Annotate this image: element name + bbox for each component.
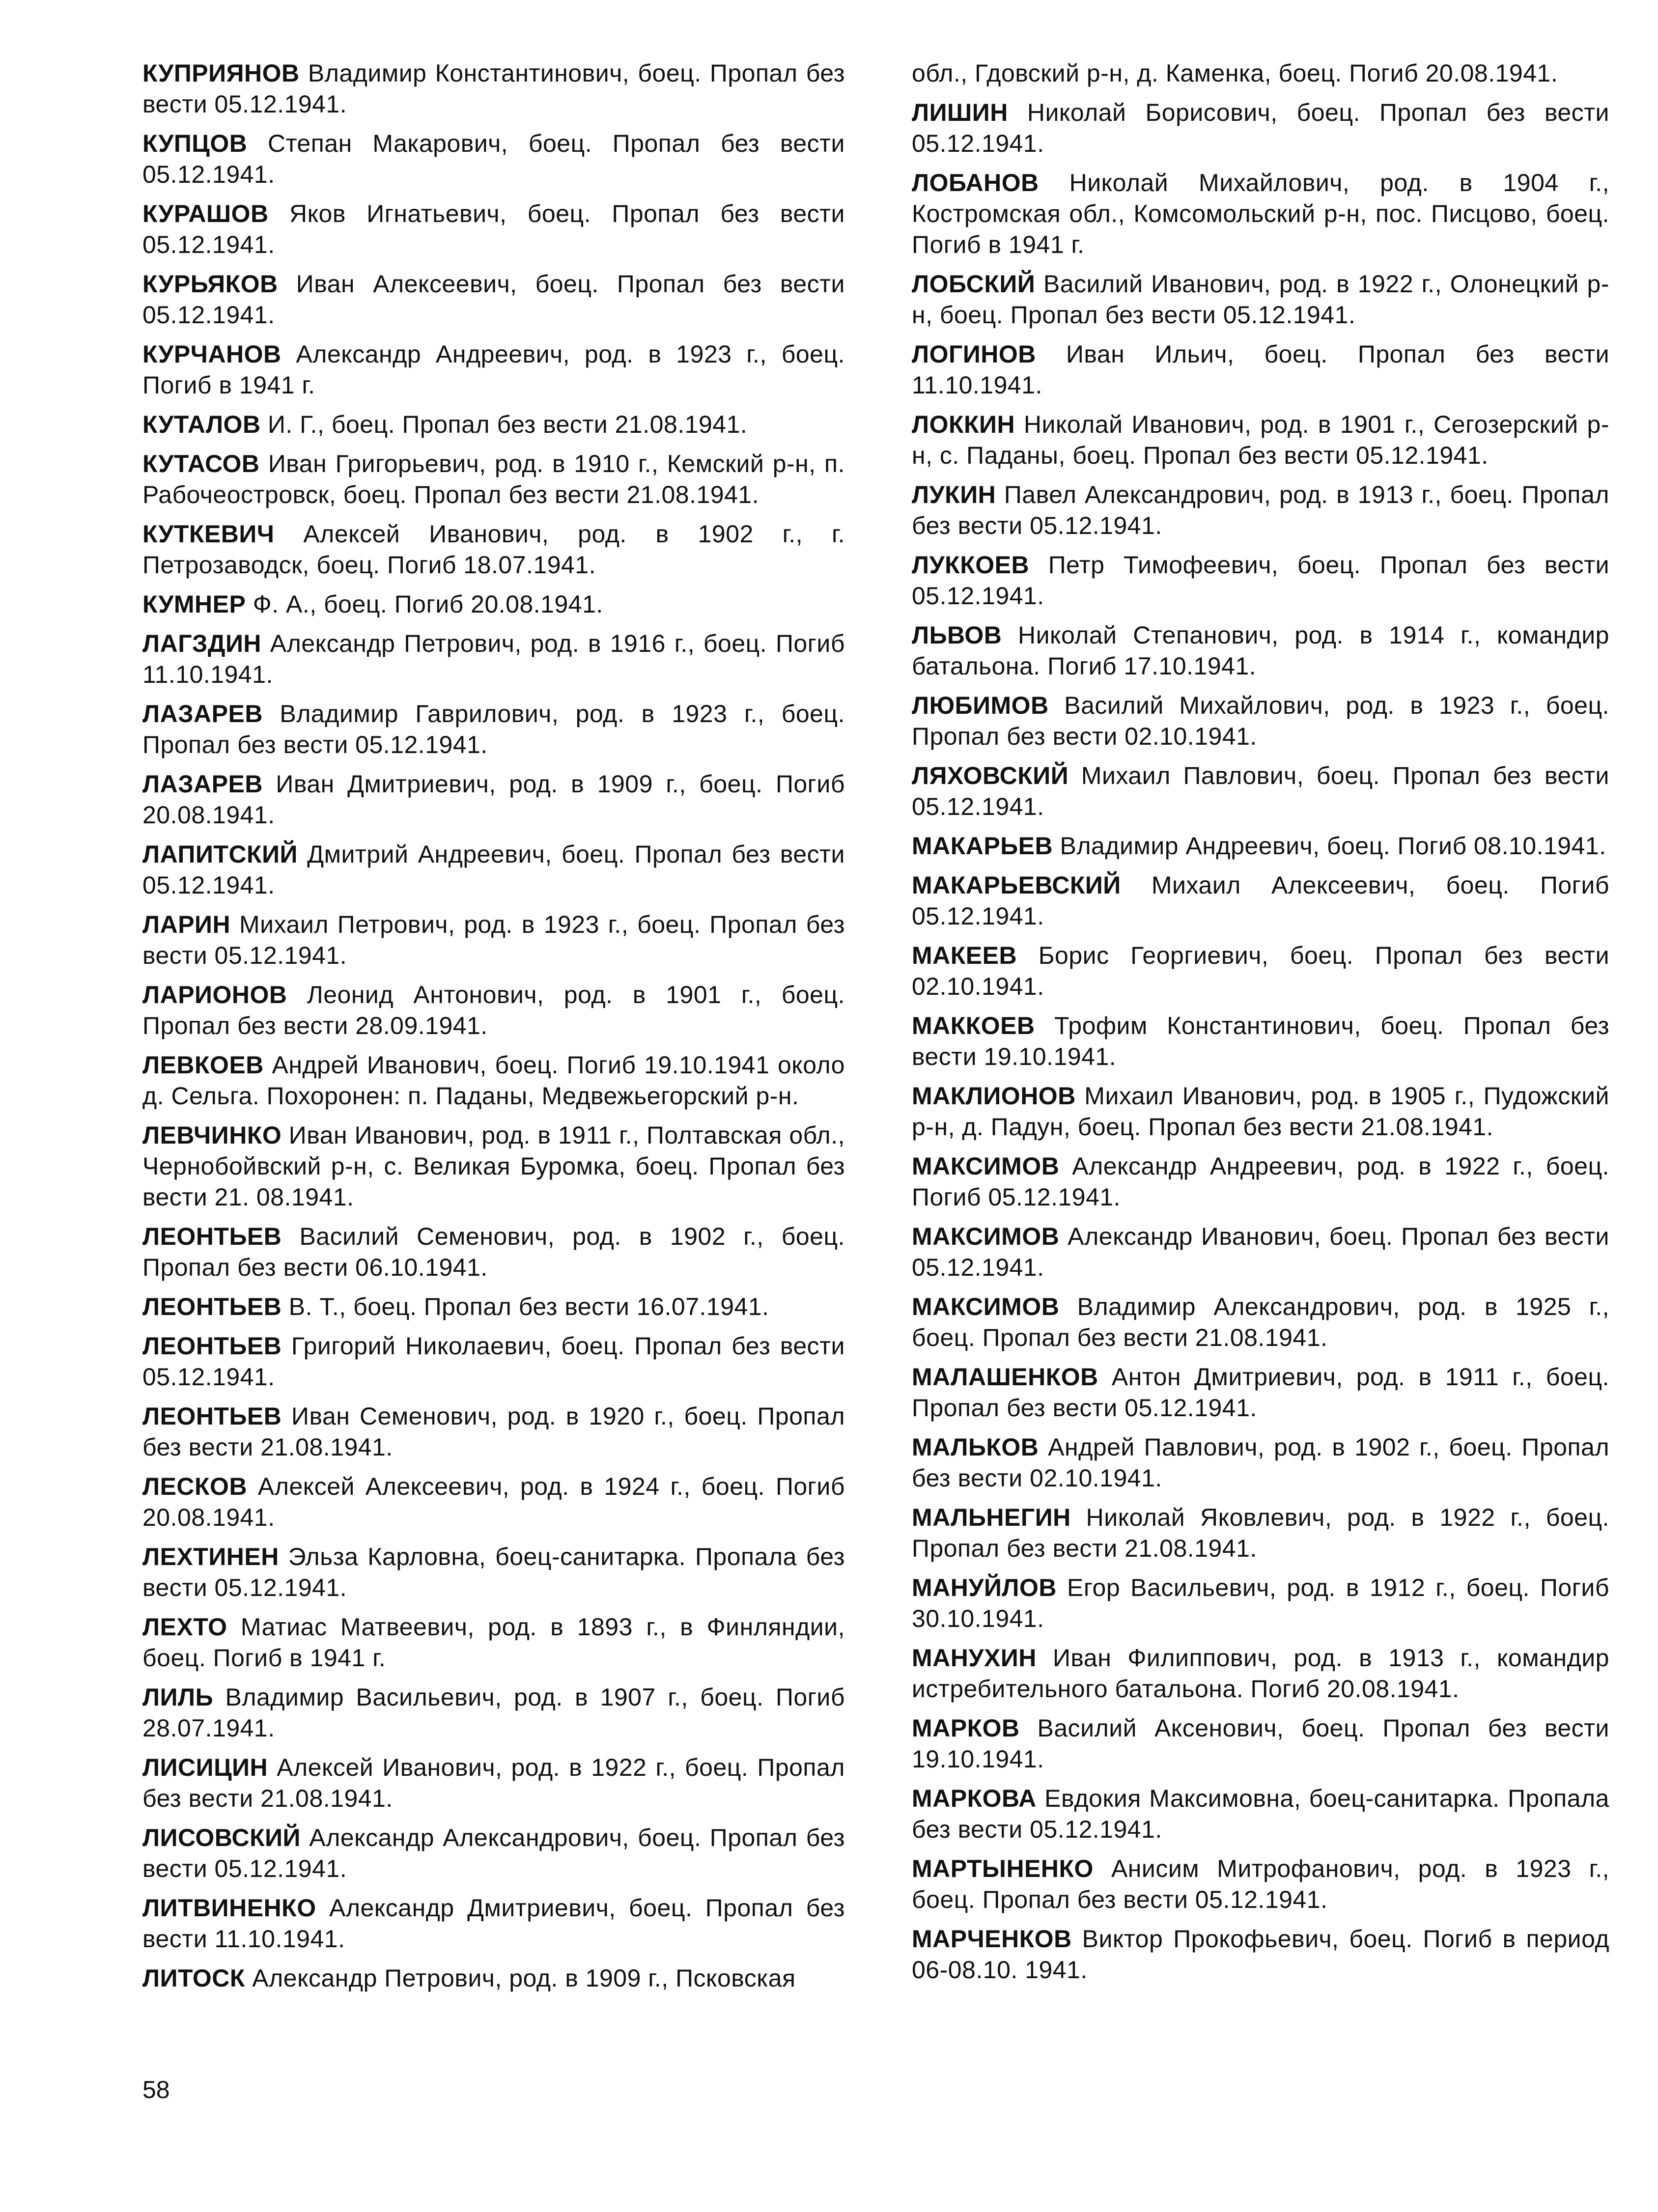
list-item <box>142 1752 845 1814</box>
list-item <box>142 1541 845 1603</box>
list-item <box>912 1291 1609 1353</box>
list-item <box>912 1221 1609 1283</box>
person-details: Иван Ильич, боец. Пропал без вести 11.10.1941. <box>912 340 1609 399</box>
person-details: обл., Гдовский р-н, д. Каменка, боец. Погиб 20.08.1941. <box>912 59 1558 87</box>
person-surname: ЛЕСКОВ <box>142 1473 248 1500</box>
person-surname: ЛАЗАРЕВ <box>142 700 263 728</box>
list-item <box>142 589 845 620</box>
person-surname: ЛЕОНТЬЕВ <box>142 1293 282 1320</box>
person-details: Трофим Константинович, боец. Пропал без вести 19.10.1941. <box>912 1012 1609 1070</box>
list-item <box>142 339 845 401</box>
person-surname: ЛЮБИМОВ <box>912 692 1049 719</box>
list-item <box>912 58 1609 89</box>
person-surname: ЛАПИТСКИЙ <box>142 840 298 868</box>
person-details: Егор Васильевич, род. в 1912 г., боец. Погиб 30.10.1941. <box>912 1574 1609 1632</box>
list-item <box>912 760 1609 822</box>
person-details: Евдокия Максимовна, боец-санитарка. Пропала без вести 05.12.1941. <box>912 1785 1609 1843</box>
list-item <box>912 1081 1609 1143</box>
person-surname: МАНУЙЛОВ <box>912 1574 1057 1601</box>
person-details: И. Г., боец. Пропал без вести 21.08.1941. <box>260 411 748 438</box>
person-surname: ЛЕХТИНЕН <box>142 1543 279 1570</box>
person-details: Николай Яковлевич, род. в 1922 г., боец. Пропал без вести 21.08.1941. <box>912 1504 1609 1562</box>
person-details: Антон Дмитриевич, род. в 1911 г., боец. Пропал без вести 05.12.1941. <box>912 1363 1609 1422</box>
list-item <box>142 1221 845 1283</box>
list-item <box>142 1682 845 1744</box>
person-details: Михаил Иванович, род. в 1905 г., Пудожский р-н, д. Падун, боец. Пропал без вести 21.08.1941. <box>912 1082 1609 1141</box>
list-item <box>912 269 1609 331</box>
person-surname: ЛОБАНОВ <box>912 169 1039 196</box>
person-details: Григорий Николаевич, боец. Пропал без вести 05.12.1941. <box>142 1332 845 1391</box>
person-surname: ЛУККОЕВ <box>912 551 1030 579</box>
person-surname: КУРЬЯКОВ <box>142 270 278 298</box>
list-item <box>142 409 845 440</box>
person-surname: ЛИСИЦИН <box>142 1754 268 1781</box>
person-surname: ЛЕОНТЬЕВ <box>142 1402 282 1430</box>
person-surname: КУРЧАНОВ <box>142 340 281 368</box>
person-surname: МАНУХИН <box>912 1644 1037 1672</box>
person-surname: ЛОБСКИЙ <box>912 270 1036 298</box>
person-surname: ЛАГЗДИН <box>142 630 262 657</box>
person-details: Иван Дмитриевич, род. в 1909 г., боец. Погиб 20.08.1941. <box>142 770 845 829</box>
person-surname: МАЛЬНЕГИН <box>912 1504 1071 1531</box>
person-details: Эльза Карловна, боец-санитарка. Пропала без вести 05.12.1941. <box>142 1543 845 1601</box>
person-details: Борис Георгиевич, боец. Пропал без вести 02.10.1941. <box>912 942 1609 1000</box>
person-surname: ЛЬВОВ <box>912 621 1002 649</box>
person-surname: ЛОККИН <box>912 411 1015 438</box>
list-item <box>142 980 845 1041</box>
list-item <box>142 909 845 971</box>
person-details: Андрей Иванович, боец. Погиб 19.10.1941 около д. Сельга. Похоронен: п. Паданы, Медвежьегорский р-н. <box>142 1051 845 1110</box>
list-item <box>912 1432 1609 1494</box>
person-details: Алексей Алексеевич, род. в 1924 г., боец. Погиб 20.08.1941. <box>142 1473 845 1531</box>
person-details: Владимир Васильевич, род. в 1907 г., боец. Погиб 28.07.1941. <box>142 1683 845 1742</box>
person-surname: ЛИЛЬ <box>142 1683 214 1711</box>
person-details: Анисим Митрофанович, род. в 1923 г., боец. Пропал без вести 05.12.1941. <box>912 1855 1609 1913</box>
list-item <box>912 870 1609 932</box>
list-item <box>142 839 845 901</box>
list-item <box>912 1924 1609 1986</box>
person-surname: ЛУКИН <box>912 481 996 508</box>
person-surname: ЛИШИН <box>912 99 1008 126</box>
person-details: Николай Иванович, род. в 1901 г., Сегозерский р-н, с. Паданы, боец. Пропал без вести 05.12.1941. <box>912 411 1609 469</box>
person-surname: ЛАРИН <box>142 911 231 938</box>
list-item <box>142 198 845 260</box>
list-item <box>912 831 1609 862</box>
list-item <box>142 769 845 831</box>
list-item <box>912 339 1609 401</box>
person-details: Степан Макарович, боец. Пропал без вести 05.12.1941. <box>142 130 845 188</box>
list-item <box>142 269 845 331</box>
person-surname: МАКСИМОВ <box>912 1223 1060 1250</box>
person-details: Павел Александрович, род. в 1913 г., боец. Пропал без вести 05.12.1941. <box>912 481 1609 539</box>
list-item <box>142 1963 845 1994</box>
person-surname: ЛОГИНОВ <box>912 340 1036 368</box>
person-surname: КУТКЕВИЧ <box>142 520 275 548</box>
list-item <box>142 1893 845 1955</box>
person-surname: МАКАРЬЕВСКИЙ <box>912 871 1121 899</box>
person-surname: МАРЧЕНКОВ <box>912 1925 1072 1953</box>
person-surname: ЛАЗАРЕВ <box>142 770 263 798</box>
list-item <box>142 1401 845 1463</box>
list-item <box>912 479 1609 541</box>
list-item <box>912 1151 1609 1213</box>
list-item <box>912 1502 1609 1564</box>
list-item <box>912 1572 1609 1634</box>
list-item <box>142 1822 845 1884</box>
list-item <box>142 58 845 120</box>
page-number: 58 <box>142 2076 170 2103</box>
person-surname: ЛЕВЧИНКО <box>142 1121 282 1149</box>
person-surname: КУПЦОВ <box>142 130 248 157</box>
person-surname: МАКСИМОВ <box>912 1152 1060 1180</box>
list-item <box>912 168 1609 260</box>
person-details: Матиас Матвеевич, род. в 1893 г., в Финляндии, боец. Погиб в 1941 г. <box>142 1613 845 1672</box>
person-surname: МАРТЫНЕНКО <box>912 1855 1094 1882</box>
person-surname: МАККОЕВ <box>912 1012 1035 1039</box>
person-details: Николай Степанович, род. в 1914 г., командир батальона. Погиб 17.10.1941. <box>912 621 1609 680</box>
person-details: Василий Михайлович, род. в 1923 г., боец. Пропал без вести 02.10.1941. <box>912 692 1609 750</box>
person-surname: МАЛАШЕНКОВ <box>912 1363 1098 1391</box>
person-details: В. Т., боец. Пропал без вести 16.07.1941. <box>281 1293 769 1320</box>
person-details: Николай Михайлович, род. в 1904 г., Костромская обл., Комсомольский р-н, пос. Писцово, боец. Погиб в 1941 г. <box>912 169 1609 258</box>
list-item <box>142 1050 845 1112</box>
person-details: Александр Петрович, род. в 1909 г., Псковская <box>245 1964 796 1992</box>
person-surname: ЛИСОВСКИЙ <box>142 1824 301 1851</box>
list-item <box>912 1362 1609 1424</box>
list-item <box>912 1783 1609 1845</box>
list-item <box>142 519 845 581</box>
person-details: Ф. А., боец. Погиб 20.08.1941. <box>246 590 603 618</box>
person-details: Александр Александрович, боец. Пропал без вести 05.12.1941. <box>142 1824 845 1882</box>
person-details: Михаил Петрович, род. в 1923 г., боец. Пропал без вести 05.12.1941. <box>142 911 845 969</box>
person-details: Владимир Константинович, боец. Пропал без вести 05.12.1941. <box>142 59 845 118</box>
person-surname: ЛИТОСК <box>142 1964 245 1992</box>
person-surname: КУТАЛОВ <box>142 411 261 438</box>
person-details: Николай Борисович, боец. Пропал без вести 05.12.1941. <box>912 99 1609 157</box>
person-surname: ЛИТВИНЕНКО <box>142 1894 316 1922</box>
person-details: Иван Алексеевич, боец. Пропал без вести 05.12.1941. <box>142 270 845 329</box>
list-item <box>142 1291 845 1322</box>
list-item <box>912 1713 1609 1775</box>
list-item <box>142 128 845 190</box>
person-details: Иван Семенович, род. в 1920 г., боец. Пропал без вести 21.08.1941. <box>142 1402 845 1461</box>
list-item <box>912 620 1609 682</box>
list-item <box>142 1120 845 1213</box>
person-details: Владимир Александрович, род. в 1925 г., боец. Пропал без вести 21.08.1941. <box>912 1293 1609 1351</box>
list-item <box>912 1853 1609 1915</box>
list-item <box>142 1471 845 1533</box>
person-details: Иван Григорьевич, род. в 1910 г., Кемский р-н, п. Рабочеостровск, боец. Пропал без вести 21.08.1941. <box>142 450 845 508</box>
person-surname: МАКЕЕВ <box>912 942 1017 969</box>
list-item <box>142 699 845 760</box>
list-item <box>912 690 1609 752</box>
person-surname: МАКСИМОВ <box>912 1293 1060 1320</box>
person-details: Василий Семенович, род. в 1902 г., боец. Пропал без вести 06.10.1941. <box>142 1223 845 1281</box>
left-column <box>142 58 845 2002</box>
person-details: Василий Аксенович, боец. Пропал без вести 19.10.1941. <box>912 1714 1609 1773</box>
person-surname: КУРАШОВ <box>142 200 269 227</box>
list-item <box>912 1643 1609 1705</box>
person-details: Леонид Антонович, род. в 1901 г., боец. Пропал без вести 28.09.1941. <box>142 981 845 1039</box>
list-item <box>142 1331 845 1393</box>
person-surname: МАКЛИОНОВ <box>912 1082 1076 1110</box>
person-surname: МАРКОВА <box>912 1785 1037 1812</box>
person-details: Василий Иванович, род. в 1922 г., Олонецкий р-н, боец. Пропал без вести 05.12.1941. <box>912 270 1609 329</box>
list-item <box>912 409 1609 471</box>
person-surname: КУПРИЯНОВ <box>142 59 300 87</box>
person-details: Александр Андреевич, род. в 1922 г., боец. Погиб 05.12.1941. <box>912 1152 1609 1211</box>
person-details: Александр Андреевич, род. в 1923 г., боец. Погиб в 1941 г. <box>142 340 845 399</box>
person-details: Андрей Павлович, род. в 1902 г., боец. Пропал без вести 02.10.1941. <box>912 1433 1609 1492</box>
person-details: Алексей Иванович, род. в 1922 г., боец. Пропал без вести 21.08.1941. <box>142 1754 845 1812</box>
person-details: Александр Иванович, боец. Пропал без вести 05.12.1941. <box>912 1223 1609 1281</box>
list-item <box>142 1612 845 1674</box>
person-details: Владимир Андреевич, боец. Погиб 08.10.1941. <box>1053 832 1606 860</box>
list-item <box>912 97 1609 159</box>
person-details: Владимир Гаврилович, род. в 1923 г., боец. Пропал без вести 05.12.1941. <box>142 700 845 758</box>
person-surname: ЛЕХТО <box>142 1613 227 1641</box>
person-surname: ЛЕОНТЬЕВ <box>142 1223 282 1250</box>
person-details: Александр Петрович, род. в 1916 г., боец. Погиб 11.10.1941. <box>142 630 845 688</box>
list-item <box>912 940 1609 1002</box>
list-item <box>142 628 845 690</box>
person-surname: МАКАРЬЕВ <box>912 832 1053 860</box>
list-item <box>142 448 845 510</box>
person-surname: ЛАРИОНОВ <box>142 981 287 1008</box>
person-surname: КУТАСОВ <box>142 450 260 477</box>
list-item <box>912 1010 1609 1072</box>
person-details: Алексей Иванович, род. в 1902 г., г. Петрозаводск, боец. Погиб 18.07.1941. <box>142 520 845 579</box>
person-details: Иван Иванович, род. в 1911 г., Полтавская обл., Чернобойвский р-н, с. Великая Буромка, боец. Пропал без вести 21. 08.1941. <box>142 1121 845 1211</box>
person-details: Дмитрий Андреевич, боец. Пропал без вести 05.12.1941. <box>142 840 845 899</box>
person-details: Петр Тимофеевич, боец. Пропал без вести 05.12.1941. <box>912 551 1609 610</box>
person-surname: МАРКОВ <box>912 1714 1020 1742</box>
person-details: Михаил Павлович, боец. Пропал без вести 05.12.1941. <box>912 762 1609 820</box>
person-surname: КУМНЕР <box>142 590 246 618</box>
person-details: Виктор Прокофьевич, боец. Погиб в период 06-08.10. 1941. <box>912 1925 1609 1984</box>
person-details: Михаил Алексеевич, боец. Погиб 05.12.1941. <box>912 871 1609 930</box>
right-column <box>912 58 1609 1994</box>
person-details: Яков Игнатьевич, боец. Пропал без вести 05.12.1941. <box>142 200 845 258</box>
person-surname: ЛЕВКОЕВ <box>142 1051 264 1079</box>
person-surname: ЛЕОНТЬЕВ <box>142 1332 282 1360</box>
person-surname: МАЛЬКОВ <box>912 1433 1039 1461</box>
list-item <box>912 550 1609 612</box>
person-surname: ЛЯХОВСКИЙ <box>912 762 1069 789</box>
person-details: Иван Филиппович, род. в 1913 г., командир истребительного батальона. Погиб 20.08.1941. <box>912 1644 1609 1703</box>
person-details: Александр Дмитриевич, боец. Пропал без вести 11.10.1941. <box>142 1894 845 1953</box>
